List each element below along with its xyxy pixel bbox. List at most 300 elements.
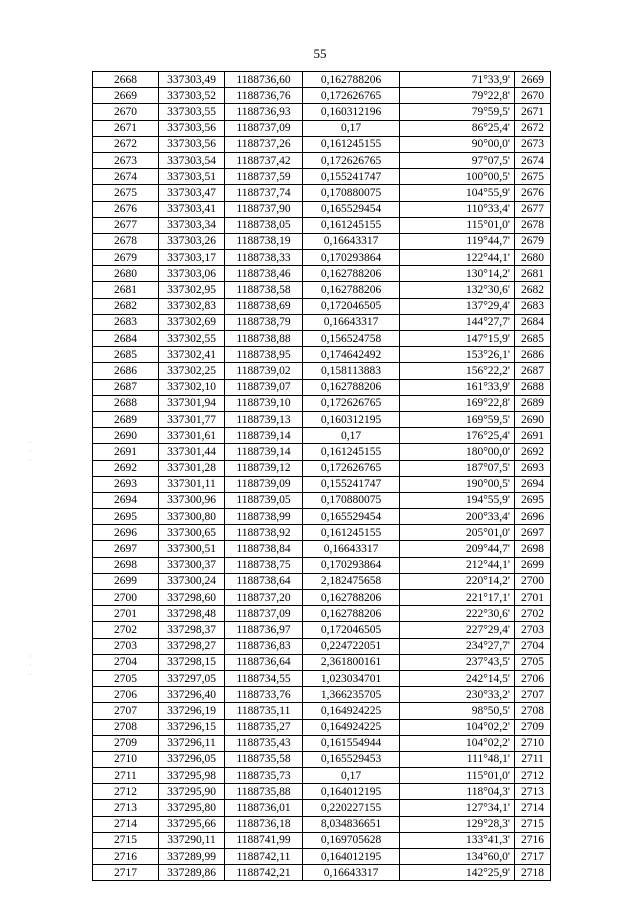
- table-row: [93, 654, 551, 670]
- point-from-cell: 2677: [93, 217, 159, 233]
- y-coordinate-cell: 1188741,99: [225, 832, 303, 848]
- point-from-cell: 2704: [93, 654, 159, 670]
- length-cell: 0,161245155: [303, 525, 400, 541]
- table-row: [93, 670, 551, 686]
- length-cell: 0,16643317: [303, 541, 400, 557]
- point-to-cell: 2674: [515, 152, 551, 168]
- x-coordinate-cell: 337298,15: [159, 654, 225, 670]
- point-to-cell: 2673: [515, 136, 551, 152]
- point-from-cell: 2707: [93, 703, 159, 719]
- point-to-cell: 2716: [515, 832, 551, 848]
- point-from-cell: 2690: [93, 428, 159, 444]
- length-cell: 1,023034701: [303, 670, 400, 686]
- x-coordinate-cell: 337302,83: [159, 298, 225, 314]
- y-coordinate-cell: 1188738,99: [225, 509, 303, 525]
- point-from-cell: 2710: [93, 751, 159, 767]
- point-to-cell: 2717: [515, 849, 551, 865]
- length-cell: 0,162788206: [303, 282, 400, 298]
- direction-angle-cell: 144°27,7': [400, 314, 515, 330]
- length-cell: 0,17: [303, 120, 400, 136]
- y-coordinate-cell: 1188735,43: [225, 735, 303, 751]
- x-coordinate-cell: 337303,17: [159, 250, 225, 266]
- length-cell: 1,366235705: [303, 687, 400, 703]
- y-coordinate-cell: 1188739,10: [225, 395, 303, 411]
- point-to-cell: 2693: [515, 460, 551, 476]
- point-from-cell: 2692: [93, 460, 159, 476]
- x-coordinate-cell: 337302,55: [159, 331, 225, 347]
- point-from-cell: 2688: [93, 395, 159, 411]
- direction-angle-cell: 230°33,2': [400, 687, 515, 703]
- length-cell: 0,162788206: [303, 266, 400, 282]
- direction-angle-cell: 129°28,3': [400, 816, 515, 832]
- y-coordinate-cell: 1188735,73: [225, 768, 303, 784]
- point-to-cell: 2672: [515, 120, 551, 136]
- length-cell: 0,165529454: [303, 509, 400, 525]
- length-cell: 2,361800161: [303, 654, 400, 670]
- table-row: [93, 460, 551, 476]
- table-row: [93, 849, 551, 865]
- point-from-cell: 2709: [93, 735, 159, 751]
- y-coordinate-cell: 1188738,58: [225, 282, 303, 298]
- point-to-cell: 2685: [515, 331, 551, 347]
- x-coordinate-cell: 337300,37: [159, 557, 225, 573]
- point-to-cell: 2691: [515, 428, 551, 444]
- direction-angle-cell: 122°44,1': [400, 250, 515, 266]
- x-coordinate-cell: 337298,27: [159, 638, 225, 654]
- y-coordinate-cell: 1188738,46: [225, 266, 303, 282]
- y-coordinate-cell: 1188737,20: [225, 590, 303, 606]
- point-from-cell: 2700: [93, 590, 159, 606]
- length-cell: 0,172626765: [303, 395, 400, 411]
- point-from-cell: 2681: [93, 282, 159, 298]
- table-row: [93, 622, 551, 638]
- point-from-cell: 2703: [93, 638, 159, 654]
- point-from-cell: 2698: [93, 557, 159, 573]
- length-cell: 0,16643317: [303, 865, 400, 881]
- coordinates-table-body: [93, 72, 551, 881]
- table-row: [93, 201, 551, 217]
- point-to-cell: 2701: [515, 590, 551, 606]
- point-from-cell: 2715: [93, 832, 159, 848]
- direction-angle-cell: 234°27,7': [400, 638, 515, 654]
- table-row: [93, 282, 551, 298]
- x-coordinate-cell: 337300,65: [159, 525, 225, 541]
- direction-angle-cell: 98°50,5': [400, 703, 515, 719]
- point-from-cell: 2675: [93, 185, 159, 201]
- length-cell: 0,172046505: [303, 622, 400, 638]
- point-to-cell: 2718: [515, 865, 551, 881]
- point-from-cell: 2684: [93, 331, 159, 347]
- direction-angle-cell: 130°14,2': [400, 266, 515, 282]
- y-coordinate-cell: 1188739,07: [225, 379, 303, 395]
- table-row: [93, 444, 551, 460]
- x-coordinate-cell: 337289,86: [159, 865, 225, 881]
- length-cell: 0,164924225: [303, 703, 400, 719]
- point-from-cell: 2706: [93, 687, 159, 703]
- direction-angle-cell: 134°60,0': [400, 849, 515, 865]
- table-row: [93, 784, 551, 800]
- y-coordinate-cell: 1188738,69: [225, 298, 303, 314]
- x-coordinate-cell: 337301,61: [159, 428, 225, 444]
- coordinates-table: [92, 71, 551, 881]
- length-cell: 0,170880075: [303, 185, 400, 201]
- x-coordinate-cell: 337301,77: [159, 411, 225, 427]
- x-coordinate-cell: 337303,26: [159, 233, 225, 249]
- y-coordinate-cell: 1188739,14: [225, 428, 303, 444]
- y-coordinate-cell: 1188738,88: [225, 331, 303, 347]
- direction-angle-cell: 200°33,4': [400, 509, 515, 525]
- table-row: [93, 250, 551, 266]
- length-cell: 0,162788206: [303, 72, 400, 88]
- length-cell: 0,165529454: [303, 201, 400, 217]
- x-coordinate-cell: 337296,11: [159, 735, 225, 751]
- table-row: [93, 411, 551, 427]
- point-from-cell: 2691: [93, 444, 159, 460]
- y-coordinate-cell: 1188737,26: [225, 136, 303, 152]
- y-coordinate-cell: 1188736,60: [225, 72, 303, 88]
- table-row: [93, 606, 551, 622]
- y-coordinate-cell: 1188735,88: [225, 784, 303, 800]
- y-coordinate-cell: 1188736,93: [225, 104, 303, 120]
- x-coordinate-cell: 337290,11: [159, 832, 225, 848]
- table-row: [93, 298, 551, 314]
- x-coordinate-cell: 337300,24: [159, 573, 225, 589]
- point-from-cell: 2712: [93, 784, 159, 800]
- direction-angle-cell: 187°07,5': [400, 460, 515, 476]
- length-cell: 0,224722051: [303, 638, 400, 654]
- direction-angle-cell: 222°30,6': [400, 606, 515, 622]
- y-coordinate-cell: 1188737,74: [225, 185, 303, 201]
- length-cell: 0,17: [303, 428, 400, 444]
- direction-angle-cell: 180°00,0': [400, 444, 515, 460]
- point-to-cell: 2670: [515, 88, 551, 104]
- point-to-cell: 2682: [515, 282, 551, 298]
- direction-angle-cell: 227°29,4': [400, 622, 515, 638]
- x-coordinate-cell: 337289,99: [159, 849, 225, 865]
- length-cell: 0,170880075: [303, 492, 400, 508]
- point-to-cell: 2708: [515, 703, 551, 719]
- direction-angle-cell: 71°33,9': [400, 72, 515, 88]
- table-row: [93, 363, 551, 379]
- length-cell: 0,172626765: [303, 88, 400, 104]
- point-from-cell: 2683: [93, 314, 159, 330]
- y-coordinate-cell: 1188736,18: [225, 816, 303, 832]
- length-cell: 0,160312195: [303, 411, 400, 427]
- point-to-cell: 2683: [515, 298, 551, 314]
- y-coordinate-cell: 1188738,84: [225, 541, 303, 557]
- length-cell: 0,17: [303, 768, 400, 784]
- direction-angle-cell: 137°29,4': [400, 298, 515, 314]
- length-cell: 0,160312196: [303, 104, 400, 120]
- table-row: [93, 573, 551, 589]
- point-from-cell: 2711: [93, 768, 159, 784]
- table-row: [93, 525, 551, 541]
- length-cell: 0,161245155: [303, 136, 400, 152]
- point-from-cell: 2673: [93, 152, 159, 168]
- point-from-cell: 2685: [93, 347, 159, 363]
- point-to-cell: 2689: [515, 395, 551, 411]
- point-to-cell: 2699: [515, 557, 551, 573]
- x-coordinate-cell: 337298,37: [159, 622, 225, 638]
- table-row: [93, 687, 551, 703]
- x-coordinate-cell: 337303,47: [159, 185, 225, 201]
- x-coordinate-cell: 337303,51: [159, 169, 225, 185]
- direction-angle-cell: 79°59,5': [400, 104, 515, 120]
- point-to-cell: 2703: [515, 622, 551, 638]
- table-row: [93, 169, 551, 185]
- point-from-cell: 2670: [93, 104, 159, 120]
- point-from-cell: 2678: [93, 233, 159, 249]
- table-row: [93, 233, 551, 249]
- point-to-cell: 2679: [515, 233, 551, 249]
- point-to-cell: 2688: [515, 379, 551, 395]
- point-to-cell: 2705: [515, 654, 551, 670]
- point-to-cell: 2710: [515, 735, 551, 751]
- point-to-cell: 2678: [515, 217, 551, 233]
- direction-angle-cell: 176°25,4': [400, 428, 515, 444]
- x-coordinate-cell: 337303,56: [159, 136, 225, 152]
- direction-angle-cell: 110°33,4': [400, 201, 515, 217]
- x-coordinate-cell: 337302,41: [159, 347, 225, 363]
- y-coordinate-cell: 1188737,09: [225, 120, 303, 136]
- direction-angle-cell: 205°01,0': [400, 525, 515, 541]
- page-number: 55: [313, 46, 327, 61]
- point-to-cell: 2706: [515, 670, 551, 686]
- point-to-cell: 2704: [515, 638, 551, 654]
- direction-angle-cell: 86°25,4': [400, 120, 515, 136]
- y-coordinate-cell: 1188737,90: [225, 201, 303, 217]
- length-cell: 0,170293864: [303, 250, 400, 266]
- point-to-cell: 2676: [515, 185, 551, 201]
- y-coordinate-cell: 1188736,64: [225, 654, 303, 670]
- length-cell: 0,170293864: [303, 557, 400, 573]
- y-coordinate-cell: 1188738,19: [225, 233, 303, 249]
- x-coordinate-cell: 337303,49: [159, 72, 225, 88]
- y-coordinate-cell: 1188735,11: [225, 703, 303, 719]
- x-coordinate-cell: 337301,28: [159, 460, 225, 476]
- point-from-cell: 2689: [93, 411, 159, 427]
- point-from-cell: 2717: [93, 865, 159, 881]
- point-from-cell: 2674: [93, 169, 159, 185]
- x-coordinate-cell: 337301,44: [159, 444, 225, 460]
- point-from-cell: 2695: [93, 509, 159, 525]
- length-cell: 2,182475658: [303, 573, 400, 589]
- y-coordinate-cell: 1188739,05: [225, 492, 303, 508]
- y-coordinate-cell: 1188739,02: [225, 363, 303, 379]
- direction-angle-cell: 237°43,5': [400, 654, 515, 670]
- table-row: [93, 703, 551, 719]
- table-row: [93, 185, 551, 201]
- table-row: [93, 800, 551, 816]
- table-row: [93, 72, 551, 88]
- y-coordinate-cell: 1188739,09: [225, 476, 303, 492]
- length-cell: 0,164012195: [303, 849, 400, 865]
- length-cell: 0,220227155: [303, 800, 400, 816]
- point-to-cell: 2700: [515, 573, 551, 589]
- direction-angle-cell: 242°14,5': [400, 670, 515, 686]
- table-row: [93, 719, 551, 735]
- direction-angle-cell: 221°17,1': [400, 590, 515, 606]
- x-coordinate-cell: 337303,55: [159, 104, 225, 120]
- x-coordinate-cell: 337300,96: [159, 492, 225, 508]
- point-from-cell: 2679: [93, 250, 159, 266]
- direction-angle-cell: 161°33,9': [400, 379, 515, 395]
- y-coordinate-cell: 1188737,09: [225, 606, 303, 622]
- point-to-cell: 2680: [515, 250, 551, 266]
- direction-angle-cell: 133°41,3': [400, 832, 515, 848]
- point-from-cell: 2686: [93, 363, 159, 379]
- point-to-cell: 2677: [515, 201, 551, 217]
- point-to-cell: 2675: [515, 169, 551, 185]
- margin-mark: · · ·: [29, 652, 32, 679]
- length-cell: 0,155241747: [303, 169, 400, 185]
- direction-angle-cell: 209°44,7': [400, 541, 515, 557]
- table-row: [93, 120, 551, 136]
- table-row: [93, 217, 551, 233]
- point-from-cell: 2693: [93, 476, 159, 492]
- y-coordinate-cell: 1188738,95: [225, 347, 303, 363]
- table-row: [93, 88, 551, 104]
- x-coordinate-cell: 337300,51: [159, 541, 225, 557]
- point-to-cell: 2714: [515, 800, 551, 816]
- direction-angle-cell: 156°22,2': [400, 363, 515, 379]
- point-to-cell: 2707: [515, 687, 551, 703]
- length-cell: 0,162788206: [303, 379, 400, 395]
- point-from-cell: 2697: [93, 541, 159, 557]
- point-to-cell: 2697: [515, 525, 551, 541]
- direction-angle-cell: 104°02,2': [400, 735, 515, 751]
- length-cell: 0,161245155: [303, 217, 400, 233]
- direction-angle-cell: 79°22,8': [400, 88, 515, 104]
- x-coordinate-cell: 337295,98: [159, 768, 225, 784]
- direction-angle-cell: 111°48,1': [400, 751, 515, 767]
- x-coordinate-cell: 337296,40: [159, 687, 225, 703]
- y-coordinate-cell: 1188738,33: [225, 250, 303, 266]
- direction-angle-cell: 104°02,2': [400, 719, 515, 735]
- table-row: [93, 509, 551, 525]
- point-to-cell: 2690: [515, 411, 551, 427]
- table-row: [93, 476, 551, 492]
- x-coordinate-cell: 337303,06: [159, 266, 225, 282]
- table-row: [93, 104, 551, 120]
- y-coordinate-cell: 1188739,12: [225, 460, 303, 476]
- table-row: [93, 557, 551, 573]
- direction-angle-cell: 97°07,5': [400, 152, 515, 168]
- length-cell: 0,172626765: [303, 152, 400, 168]
- length-cell: 0,156524758: [303, 331, 400, 347]
- length-cell: 0,172626765: [303, 460, 400, 476]
- table-row: [93, 751, 551, 767]
- point-to-cell: 2712: [515, 768, 551, 784]
- direction-angle-cell: 115°01,0': [400, 768, 515, 784]
- direction-angle-cell: 115°01,0': [400, 217, 515, 233]
- length-cell: 0,169705628: [303, 832, 400, 848]
- direction-angle-cell: 100°00,5': [400, 169, 515, 185]
- point-from-cell: 2708: [93, 719, 159, 735]
- length-cell: 0,172046505: [303, 298, 400, 314]
- length-cell: 0,162788206: [303, 590, 400, 606]
- direction-angle-cell: 127°34,1': [400, 800, 515, 816]
- x-coordinate-cell: 337301,11: [159, 476, 225, 492]
- x-coordinate-cell: 337298,48: [159, 606, 225, 622]
- x-coordinate-cell: 337302,69: [159, 314, 225, 330]
- y-coordinate-cell: 1188734,55: [225, 670, 303, 686]
- direction-angle-cell: 118°04,3': [400, 784, 515, 800]
- x-coordinate-cell: 337298,60: [159, 590, 225, 606]
- direction-angle-cell: 104°55,9': [400, 185, 515, 201]
- point-to-cell: 2696: [515, 509, 551, 525]
- point-to-cell: 2698: [515, 541, 551, 557]
- point-to-cell: 2669: [515, 72, 551, 88]
- length-cell: 8,034836651: [303, 816, 400, 832]
- length-cell: 0,162788206: [303, 606, 400, 622]
- point-from-cell: 2713: [93, 800, 159, 816]
- y-coordinate-cell: 1188739,14: [225, 444, 303, 460]
- y-coordinate-cell: 1188738,05: [225, 217, 303, 233]
- y-coordinate-cell: 1188733,76: [225, 687, 303, 703]
- direction-angle-cell: 132°30,6': [400, 282, 515, 298]
- length-cell: 0,164012195: [303, 784, 400, 800]
- point-from-cell: 2716: [93, 849, 159, 865]
- direction-angle-cell: 190°00,5': [400, 476, 515, 492]
- point-from-cell: 2676: [93, 201, 159, 217]
- point-from-cell: 2687: [93, 379, 159, 395]
- point-to-cell: 2713: [515, 784, 551, 800]
- table-row: [93, 768, 551, 784]
- table-row: [93, 136, 551, 152]
- table-row: [93, 638, 551, 654]
- x-coordinate-cell: 337302,95: [159, 282, 225, 298]
- point-from-cell: 2694: [93, 492, 159, 508]
- table-row: [93, 347, 551, 363]
- point-to-cell: 2671: [515, 104, 551, 120]
- direction-angle-cell: 119°44,7': [400, 233, 515, 249]
- x-coordinate-cell: 337295,80: [159, 800, 225, 816]
- point-from-cell: 2672: [93, 136, 159, 152]
- table-row: [93, 266, 551, 282]
- x-coordinate-cell: 337303,52: [159, 88, 225, 104]
- point-to-cell: 2711: [515, 751, 551, 767]
- length-cell: 0,16643317: [303, 314, 400, 330]
- point-to-cell: 2687: [515, 363, 551, 379]
- y-coordinate-cell: 1188736,97: [225, 622, 303, 638]
- table-row: [93, 331, 551, 347]
- y-coordinate-cell: 1188738,64: [225, 573, 303, 589]
- length-cell: 0,165529453: [303, 751, 400, 767]
- direction-angle-cell: 220°14,2': [400, 573, 515, 589]
- point-from-cell: 2669: [93, 88, 159, 104]
- x-coordinate-cell: 337296,05: [159, 751, 225, 767]
- direction-angle-cell: 147°15,9': [400, 331, 515, 347]
- x-coordinate-cell: 337295,66: [159, 816, 225, 832]
- point-from-cell: 2714: [93, 816, 159, 832]
- margin-mark: · · ·: [29, 438, 32, 465]
- point-to-cell: 2695: [515, 492, 551, 508]
- y-coordinate-cell: 1188737,42: [225, 152, 303, 168]
- y-coordinate-cell: 1188736,76: [225, 88, 303, 104]
- table-row: [93, 865, 551, 881]
- point-to-cell: 2702: [515, 606, 551, 622]
- table-row: [93, 428, 551, 444]
- y-coordinate-cell: 1188738,79: [225, 314, 303, 330]
- direction-angle-cell: 90°00,0': [400, 136, 515, 152]
- point-to-cell: 2681: [515, 266, 551, 282]
- direction-angle-cell: 194°55,9': [400, 492, 515, 508]
- point-to-cell: 2715: [515, 816, 551, 832]
- y-coordinate-cell: 1188737,59: [225, 169, 303, 185]
- point-to-cell: 2709: [515, 719, 551, 735]
- length-cell: 0,155241747: [303, 476, 400, 492]
